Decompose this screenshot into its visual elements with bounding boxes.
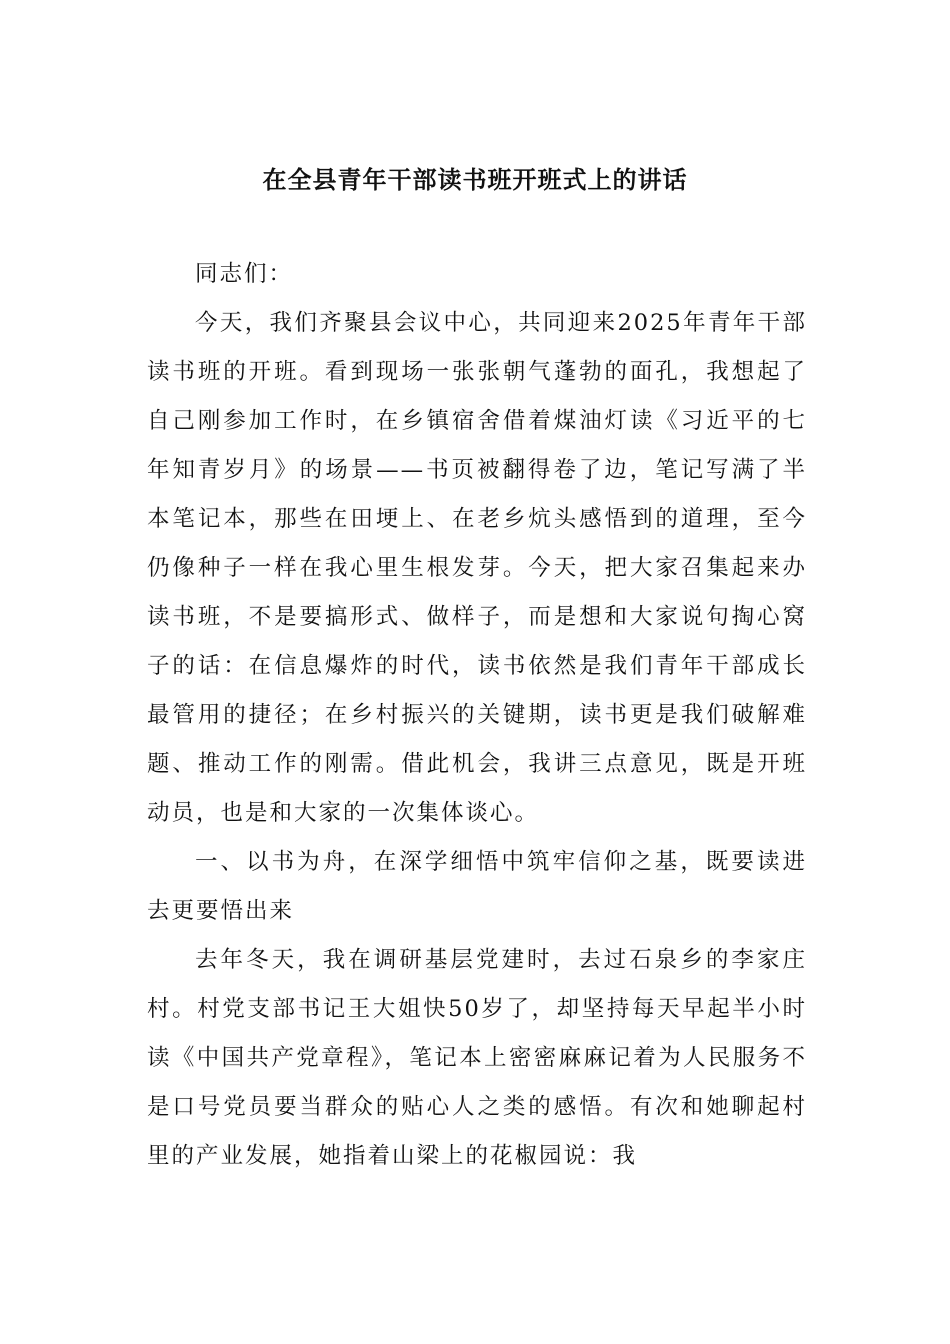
section-1-paragraph: 去年冬天，我在调研基层党建时，去过石泉乡的李家庄村。村党支部书记王大姐快50岁了，却坚持每天早起半小时读《中国共产党章程》，笔记本上密密麻麻记着为人民服务不是口号党员要当群众的贴心人之类的感悟。有次和她聊起村里的产业发展，她指着山梁上的花椒园说：我 — [147, 947, 807, 1169]
document-body — [147, 250, 807, 1181]
opening-paragraph: 今天，我们齐聚县会议中心，共同迎来2025年青年干部读书班的开班。看到现场一张张朝气蓬勃的面孔，我想起了自己刚参加工作时，在乡镇宿舍借着煤油灯读《习近平的七年知青岁月》的场景——书页被翻得卷了边，笔记写满了半本笔记本，那些在田埂上、在老乡炕头感悟到的道理，至今仍像种子一样在我心里生根发芽。今天，把大家召集起来办读书班，不是要搞形式、做样子，而是想和大家说句掏心窝子的话：在信息爆炸的时代，读书依然是我们青年干部成长最管用的捷径；在乡村振兴的关键期，读书更是我们破解难题、推动工作的刚需。借此机会，我讲三点意见，既是开班动员，也是和大家的一次集体谈心。 — [147, 310, 807, 826]
document-title: 在全县青年干部读书班开班式上的讲话 — [262, 165, 688, 194]
salutation-paragraph: 同志们： — [195, 261, 294, 287]
section-heading-1: 一、以书为舟，在深学细悟中筑牢信仰之基，既要读进去更要悟出来 — [147, 849, 807, 924]
